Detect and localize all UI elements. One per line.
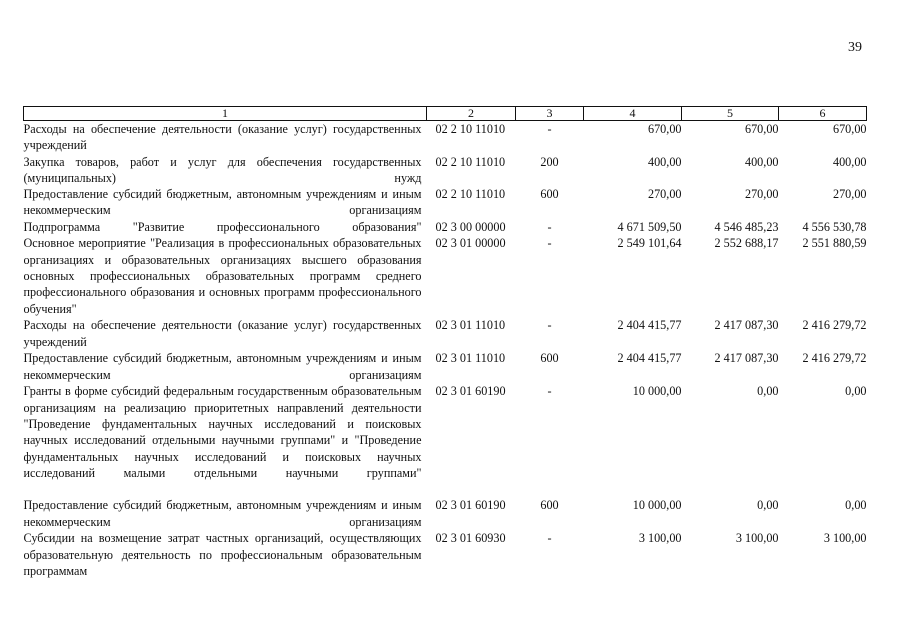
row-value-2: 2 417 087,30 — [714, 318, 779, 333]
row-value-1: 2 404 415,77 — [617, 318, 682, 333]
table-row — [24, 530, 867, 580]
row-description: Предоставление субсидий бюджетным, автономным учреждениям и иным некоммерческим организациям — [23, 187, 422, 218]
row-value-3: 3 100,00 — [823, 531, 867, 546]
row-value-2: 670,00 — [744, 122, 779, 136]
row-code: 02 3 00 00000 — [435, 220, 506, 235]
row-value-1: 4 671 509,50 — [617, 220, 682, 235]
row-value-3: 270,00 — [832, 187, 867, 202]
row-value-2: 0,00 — [757, 498, 779, 513]
row-value-1: 400,00 — [647, 154, 682, 169]
table-row — [24, 121, 867, 154]
row-expense-type: 600 — [540, 351, 559, 366]
row-code: 02 3 01 00000 — [435, 236, 506, 251]
row-code: 02 3 01 11010 — [435, 351, 506, 366]
table-row — [24, 350, 867, 383]
row-code: 02 3 01 60930 — [435, 531, 506, 546]
table-row — [24, 497, 867, 530]
row-description: Расходы на обеспечение деятельности (оказание услуг) государственных учреждений — [23, 122, 422, 153]
row-code: 02 2 10 11010 — [435, 122, 506, 136]
header-row — [24, 107, 867, 121]
row-description: Подпрограмма "Развитие профессионального образования" — [23, 220, 422, 235]
row-value-3: 4 556 530,78 — [802, 220, 867, 235]
row-value-3: 0,00 — [845, 498, 867, 513]
row-value-1: 270,00 — [647, 187, 682, 202]
row-code: 02 3 01 60190 — [435, 384, 506, 399]
row-value-2: 2 417 087,30 — [714, 351, 779, 366]
row-value-1: 2 549 101,64 — [617, 236, 682, 251]
table-row — [24, 154, 867, 187]
table-row — [24, 186, 867, 219]
row-value-2: 0,00 — [757, 384, 779, 399]
row-code: 02 2 10 11010 — [435, 154, 506, 169]
row-description: Гранты в форме субсидий федеральным государственным образовательным организациям на реализацию приоритетных направлений деятельности "Проведение фундаментальных научных исследований и поисковых научных исследований отдельными научными группами" и "Проведение фундаментальных научных исследований и поисковых научных исследований малыми отдельными научными группами" — [23, 384, 422, 480]
row-expense-type: 600 — [540, 498, 559, 513]
row-description: Расходы на обеспечение деятельности (оказание услуг) государственных учреждений — [23, 318, 422, 349]
row-description: Предоставление субсидий бюджетным, автономным учреждениям и иным некоммерческим организациям — [23, 498, 422, 529]
column-header: 1 — [24, 107, 427, 121]
page-number: 39 — [848, 40, 862, 55]
column-header: 5 — [682, 107, 779, 121]
table-row — [24, 235, 867, 317]
column-header: 3 — [516, 107, 584, 121]
row-expense-type: - — [547, 220, 552, 235]
row-value-2: 400,00 — [744, 154, 779, 169]
row-expense-type: - — [547, 531, 552, 546]
row-value-1: 10 000,00 — [632, 498, 682, 513]
row-description: Закупка товаров, работ и услуг для обеспечения государственных (муниципальных) нужд — [23, 154, 422, 185]
row-value-1: 3 100,00 — [638, 531, 682, 546]
column-header: 2 — [427, 107, 516, 121]
row-expense-type: - — [547, 236, 552, 251]
row-value-2: 270,00 — [744, 187, 779, 202]
table-row — [24, 219, 867, 235]
table-row — [24, 317, 867, 350]
row-expense-type: 600 — [540, 187, 559, 202]
column-header: 6 — [779, 107, 867, 121]
row-code: 02 2 10 11010 — [435, 187, 506, 202]
row-description: Субсидии на возмещение затрат частных организаций, осуществляющих образовательную деятельность по профессиональным образовательным программам — [23, 531, 422, 579]
row-expense-type: 200 — [540, 154, 559, 169]
row-value-3: 2 416 279,72 — [802, 351, 867, 366]
row-value-1: 2 404 415,77 — [617, 351, 682, 366]
row-value-3: 670,00 — [832, 122, 867, 136]
row-expense-type: - — [547, 384, 552, 399]
row-value-3: 2 551 880,59 — [802, 236, 867, 251]
row-value-1: 670,00 — [647, 122, 682, 136]
row-value-1: 10 000,00 — [632, 384, 682, 399]
row-value-2: 2 552 688,17 — [714, 236, 779, 251]
row-code: 02 3 01 60190 — [435, 498, 506, 513]
row-description: Основное мероприятие "Реализация в профессиональных образовательных организациях и образовательных организациях высшего образования основных профессиональных образовательных программ среднего профессионального образования и основных программ профессионального обучения" — [23, 236, 422, 316]
table-row — [24, 383, 867, 497]
budget-table — [23, 106, 867, 580]
row-expense-type: - — [547, 122, 552, 136]
row-value-3: 400,00 — [832, 154, 867, 169]
column-header: 4 — [584, 107, 682, 121]
row-value-2: 4 546 485,23 — [714, 220, 779, 235]
row-value-3: 2 416 279,72 — [802, 318, 867, 333]
row-description: Предоставление субсидий бюджетным, автономным учреждениям и иным некоммерческим организациям — [23, 351, 422, 382]
row-expense-type: - — [547, 318, 552, 333]
row-code: 02 3 01 11010 — [435, 318, 506, 333]
row-value-3: 0,00 — [845, 384, 867, 399]
row-value-2: 3 100,00 — [735, 531, 779, 546]
